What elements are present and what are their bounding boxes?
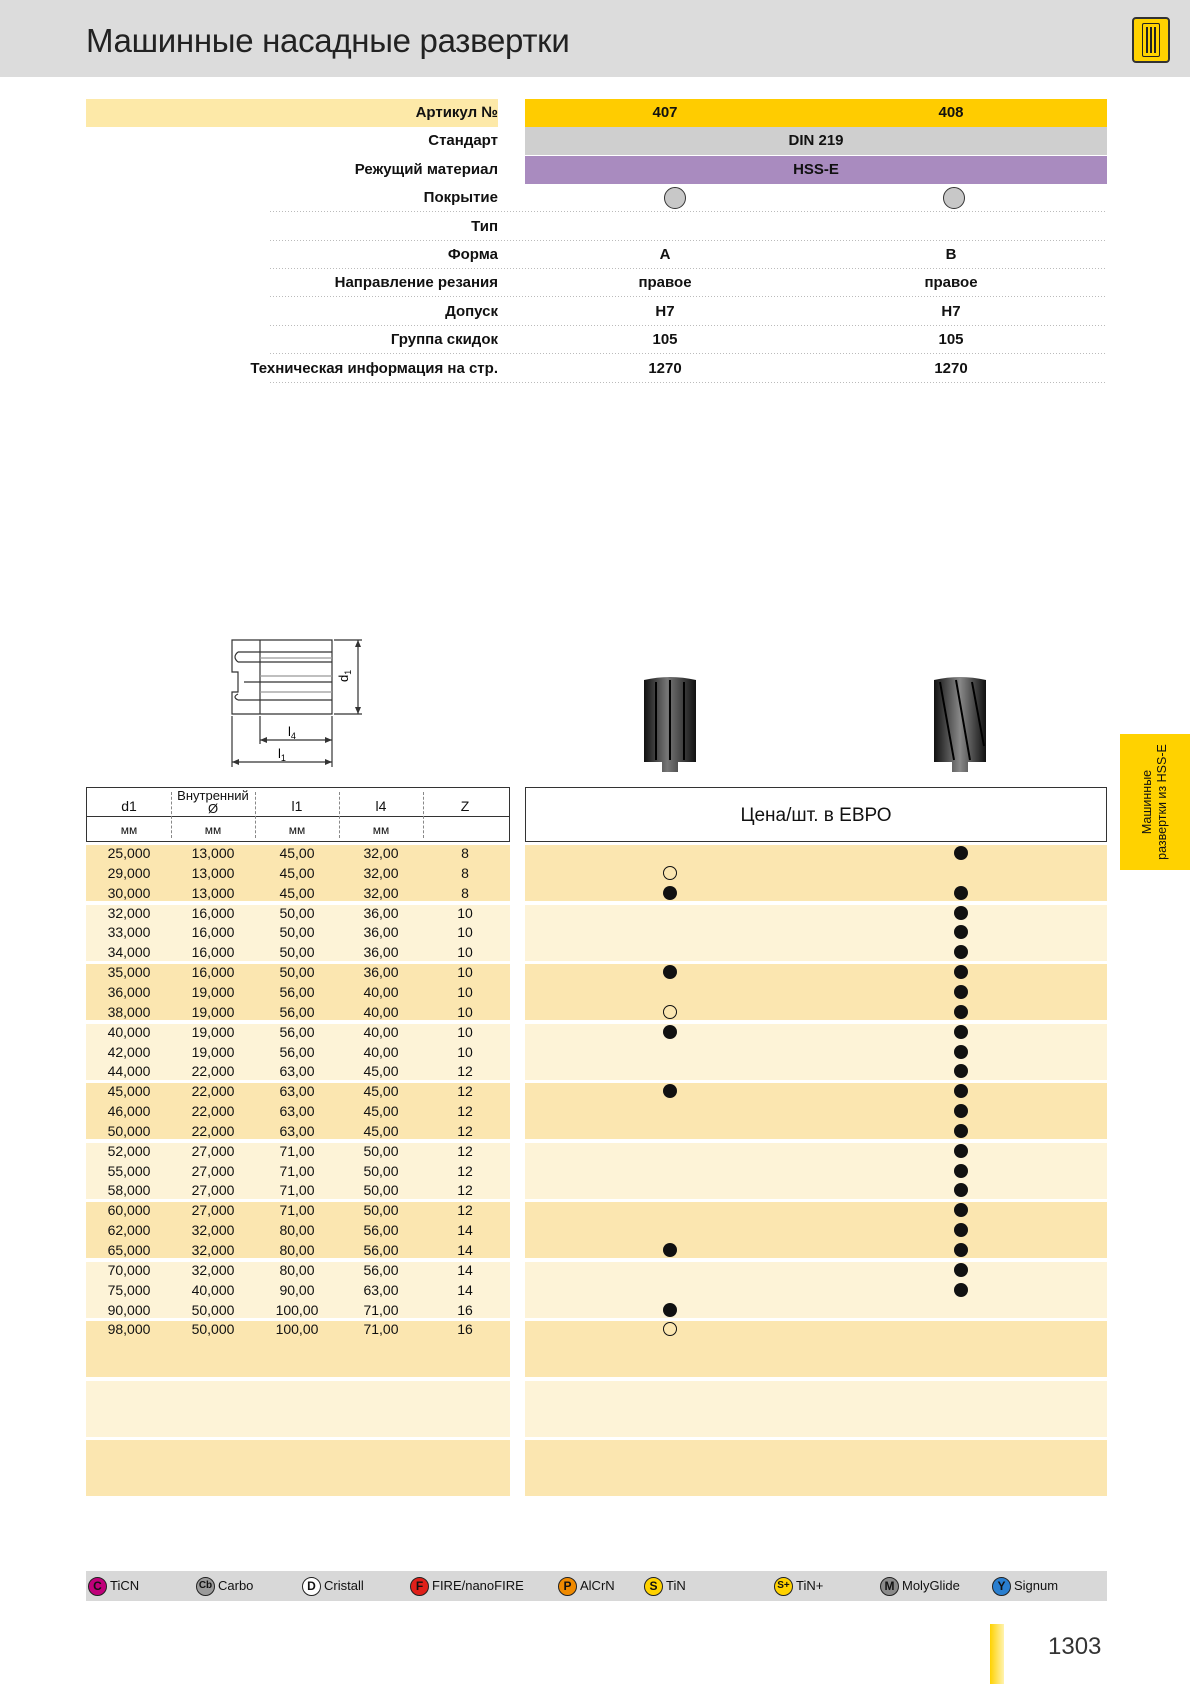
legend-item [302, 1576, 364, 1596]
cell-d1: 25,000 [107, 845, 151, 861]
cell-l1: 90,00 [279, 1282, 315, 1298]
available-dot-icon [954, 1144, 968, 1158]
available-dot-icon [954, 1243, 968, 1257]
cell-l1: 80,00 [279, 1222, 315, 1238]
cell-z: 10 [457, 1024, 473, 1040]
cell-z: 8 [461, 865, 469, 881]
table-row [86, 1240, 510, 1260]
spec-label: Техническая информация на стр. [250, 360, 498, 377]
cell-inner: 27,000 [191, 1182, 235, 1198]
cell-inner: 19,000 [191, 984, 235, 1000]
cell-d1: 58,000 [107, 1182, 151, 1198]
cell-l1: 50,00 [279, 924, 315, 940]
spec-value-408: 105 [938, 331, 964, 348]
cell-inner: 27,000 [191, 1202, 235, 1218]
table-row [86, 1220, 510, 1240]
cell-inner: 32,000 [191, 1242, 235, 1258]
spec-label: Покрытие [423, 189, 498, 206]
cell-z: 14 [457, 1242, 473, 1258]
table-row [86, 1141, 510, 1161]
available-dot-icon [954, 906, 968, 920]
coating-legend [86, 1571, 1107, 1601]
cell-z: 12 [457, 1103, 473, 1119]
table-row [86, 1180, 510, 1200]
cell-l1: 71,00 [279, 1143, 315, 1159]
spec-value-408: H7 [941, 303, 961, 320]
table-row [86, 1260, 510, 1280]
coating-none-icon [943, 187, 965, 209]
cell-l1: 63,00 [279, 1083, 315, 1099]
cell-l1: 56,00 [279, 1044, 315, 1060]
available-dot-icon [954, 1183, 968, 1197]
cell-d1: 33,000 [107, 924, 151, 940]
cell-z: 14 [457, 1222, 473, 1238]
on-request-ring-icon [663, 1005, 677, 1019]
available-dot-icon [954, 1263, 968, 1277]
reamer-logo-icon [1132, 17, 1170, 63]
cell-d1: 90,000 [107, 1302, 151, 1318]
legend-item [196, 1576, 253, 1596]
cell-l4: 32,00 [363, 845, 399, 861]
svg-text:l4: $l_4$ [288, 724, 296, 741]
cell-d1: 55,000 [107, 1163, 151, 1179]
spec-value-408: 408 [938, 104, 964, 121]
cell-inner: 50,000 [191, 1321, 235, 1337]
cell-l4: 50,00 [363, 1163, 399, 1179]
spec-value-407: 407 [652, 104, 678, 121]
spec-value-merged: DIN 219 [788, 132, 844, 149]
price-band [525, 905, 1107, 961]
spec-value-408 [805, 213, 1097, 241]
available-dot-icon [954, 1025, 968, 1039]
cell-l1: 45,00 [279, 865, 315, 881]
legend-item [644, 1576, 686, 1596]
legend-label: TiN [666, 1578, 686, 1593]
cell-d1: 70,000 [107, 1262, 151, 1278]
reamer-407-image [640, 676, 700, 781]
spec-value-407: правое [638, 274, 692, 291]
coating-none-icon [664, 187, 686, 209]
spec-label: Форма [447, 246, 498, 263]
on-request-ring-icon [663, 1322, 677, 1336]
cell-l1: 100,00 [275, 1302, 319, 1318]
cell-l4: 56,00 [363, 1262, 399, 1278]
cell-d1: 30,000 [107, 885, 151, 901]
cell-z: 10 [457, 924, 473, 940]
cell-l1: 56,00 [279, 984, 315, 1000]
cell-inner: 22,000 [191, 1063, 235, 1079]
coating-badge-icon: S+ [774, 1577, 793, 1596]
cell-l4: 36,00 [363, 964, 399, 980]
page-header [0, 0, 1190, 77]
cell-d1: 60,000 [107, 1202, 151, 1218]
cell-l4: 40,00 [363, 1004, 399, 1020]
table-row [86, 1200, 510, 1220]
available-dot-icon [954, 1164, 968, 1178]
table-row [86, 1300, 510, 1320]
spec-label: Допуск [445, 303, 498, 320]
cell-inner: 22,000 [191, 1123, 235, 1139]
spec-value-408: правое [924, 274, 978, 291]
cell-z: 12 [457, 1083, 473, 1099]
cell-l1: 50,00 [279, 964, 315, 980]
table-row [86, 1022, 510, 1042]
price-band [525, 1202, 1107, 1258]
cell-inner: 22,000 [191, 1103, 235, 1119]
spec-label: Тип [471, 218, 498, 235]
coating-badge-icon: F [410, 1577, 429, 1596]
cell-z: 16 [457, 1321, 473, 1337]
spec-value-merged: HSS-E [793, 161, 839, 178]
spec-value-408: B [945, 246, 957, 263]
cell-d1: 50,000 [107, 1123, 151, 1139]
cell-d1: 42,000 [107, 1044, 151, 1060]
available-dot-icon [663, 965, 677, 979]
cell-l4: 45,00 [363, 1083, 399, 1099]
table-row [86, 843, 510, 863]
svg-text:d1: $d_1$ [336, 669, 353, 682]
technical-drawing [222, 632, 372, 772]
cell-l4: 71,00 [363, 1321, 399, 1337]
spec-label: Режущий материал [354, 161, 498, 178]
cell-l4: 40,00 [363, 1044, 399, 1060]
cell-d1: 65,000 [107, 1242, 151, 1258]
spec-value-407: A [659, 246, 671, 263]
header-inner-diameter: Внутренний Ø [177, 788, 249, 816]
cell-d1: 29,000 [107, 865, 151, 881]
available-dot-icon [954, 1223, 968, 1237]
legend-label: TiCN [110, 1578, 140, 1593]
cell-z: 10 [457, 1004, 473, 1020]
available-dot-icon [954, 1124, 968, 1138]
cell-z: 10 [457, 984, 473, 1000]
cell-l1: 56,00 [279, 1004, 315, 1020]
coating-badge-icon: M [880, 1577, 899, 1596]
price-band [525, 1321, 1107, 1377]
legend-label: Carbo [218, 1578, 254, 1593]
dimension-band [86, 1381, 510, 1437]
section-side-tab[interactable]: Машинные развертки из HSS-E [1120, 734, 1190, 870]
cell-z: 12 [457, 1202, 473, 1218]
cell-d1: 98,000 [107, 1321, 151, 1337]
cell-l4: 32,00 [363, 885, 399, 901]
legend-label: Cristall [324, 1578, 364, 1593]
cell-inner: 32,000 [191, 1222, 235, 1238]
price-band [525, 964, 1107, 1020]
table-row [86, 883, 510, 903]
cell-l4: 56,00 [363, 1242, 399, 1258]
legend-item [88, 1576, 139, 1596]
cell-d1: 32,000 [107, 905, 151, 921]
cell-inner: 50,000 [191, 1302, 235, 1318]
coating-badge-icon: S [644, 1577, 663, 1596]
spec-label: Стандарт [428, 132, 498, 149]
available-dot-icon [954, 1084, 968, 1098]
cell-l1: 71,00 [279, 1182, 315, 1198]
table-row [86, 863, 510, 883]
available-dot-icon [954, 1005, 968, 1019]
coating-badge-icon: Cb [196, 1577, 215, 1596]
on-request-ring-icon [663, 866, 677, 880]
reamer-drawing-icon [222, 632, 372, 772]
table-row [86, 1002, 510, 1022]
svg-text:l1: $l_1$ [278, 746, 286, 763]
cell-d1: 40,000 [107, 1024, 151, 1040]
table-row [86, 982, 510, 1002]
cell-z: 14 [457, 1282, 473, 1298]
cell-l4: 32,00 [363, 865, 399, 881]
price-band [525, 1440, 1107, 1496]
cell-z: 14 [457, 1262, 473, 1278]
legend-item [558, 1576, 615, 1596]
cell-inner: 13,000 [191, 845, 235, 861]
spec-label: Группа скидок [390, 331, 498, 348]
available-dot-icon [954, 1203, 968, 1217]
price-band [525, 1262, 1107, 1318]
cell-inner: 19,000 [191, 1024, 235, 1040]
cell-d1: 75,000 [107, 1282, 151, 1298]
available-dot-icon [954, 985, 968, 999]
cell-inner: 16,000 [191, 924, 235, 940]
page-title: Машинные насадные развертки [86, 22, 570, 59]
cell-z: 12 [457, 1182, 473, 1198]
cell-z: 12 [457, 1123, 473, 1139]
header-d1: d1 [121, 798, 137, 814]
available-dot-icon [954, 925, 968, 939]
cell-inner: 19,000 [191, 1044, 235, 1060]
cell-l4: 40,00 [363, 1024, 399, 1040]
cell-l4: 45,00 [363, 1063, 399, 1079]
cell-inner: 13,000 [191, 865, 235, 881]
available-dot-icon [954, 846, 968, 860]
cell-l1: 50,00 [279, 944, 315, 960]
table-row [86, 942, 510, 962]
available-dot-icon [954, 1064, 968, 1078]
cell-inner: 22,000 [191, 1083, 235, 1099]
price-band [525, 1381, 1107, 1437]
price-header: Цена/шт. в ЕВРО [525, 787, 1107, 842]
cell-l4: 50,00 [363, 1143, 399, 1159]
cell-inner: 27,000 [191, 1143, 235, 1159]
cell-l4: 45,00 [363, 1123, 399, 1139]
table-row [86, 1101, 510, 1121]
cell-l4: 63,00 [363, 1282, 399, 1298]
spec-value-407: 1270 [648, 360, 682, 377]
table-row [86, 1061, 510, 1081]
coating-badge-icon: Y [992, 1577, 1011, 1596]
coating-badge-icon: P [558, 1577, 577, 1596]
available-dot-icon [663, 886, 677, 900]
available-dot-icon [663, 1303, 677, 1317]
table-row [86, 1042, 510, 1062]
legend-item [774, 1576, 823, 1596]
legend-label: TiN+ [796, 1578, 824, 1593]
table-row [86, 922, 510, 942]
cell-l4: 50,00 [363, 1182, 399, 1198]
available-dot-icon [954, 965, 968, 979]
header-l1: l1 [291, 798, 303, 814]
table-row [86, 1280, 510, 1300]
cell-d1: 45,000 [107, 1083, 151, 1099]
available-dot-icon [663, 1243, 677, 1257]
available-dot-icon [663, 1025, 677, 1039]
cell-l4: 45,00 [363, 1103, 399, 1119]
coating-badge-icon: D [302, 1577, 321, 1596]
spec-label: Артикул № [415, 104, 498, 121]
legend-item [992, 1576, 1058, 1596]
price-band [525, 1143, 1107, 1199]
header-z: Z [460, 798, 470, 814]
legend-label: Signum [1014, 1578, 1059, 1593]
cell-inner: 16,000 [191, 944, 235, 960]
spec-label: Направление резания [334, 274, 498, 291]
table-row [86, 1121, 510, 1141]
available-dot-icon [663, 1084, 677, 1098]
cell-inner: 16,000 [191, 905, 235, 921]
legend-label: MolyGlide [902, 1578, 960, 1593]
cell-z: 10 [457, 905, 473, 921]
cell-l1: 71,00 [279, 1163, 315, 1179]
cell-l4: 36,00 [363, 924, 399, 940]
available-dot-icon [954, 1104, 968, 1118]
cell-d1: 36,000 [107, 984, 151, 1000]
cell-inner: 13,000 [191, 885, 235, 901]
cell-d1: 44,000 [107, 1063, 151, 1079]
legend-label: AlCrN [580, 1578, 615, 1593]
cell-l1: 45,00 [279, 885, 315, 901]
cell-l1: 80,00 [279, 1242, 315, 1258]
price-band [525, 1024, 1107, 1080]
cell-l1: 45,00 [279, 845, 315, 861]
cell-z: 10 [457, 964, 473, 980]
cell-d1: 62,000 [107, 1222, 151, 1238]
legend-label: FIRE/nanoFIRE [432, 1578, 524, 1593]
reamer-408-image [930, 676, 990, 781]
cell-l4: 36,00 [363, 944, 399, 960]
unit-l4: мм [372, 823, 390, 837]
available-dot-icon [954, 886, 968, 900]
cell-l1: 56,00 [279, 1024, 315, 1040]
cell-l1: 50,00 [279, 905, 315, 921]
table-row [86, 1081, 510, 1101]
cell-z: 8 [461, 885, 469, 901]
cell-l4: 36,00 [363, 905, 399, 921]
cell-d1: 52,000 [107, 1143, 151, 1159]
cell-z: 12 [457, 1063, 473, 1079]
cell-d1: 46,000 [107, 1103, 151, 1119]
cell-l1: 100,00 [275, 1321, 319, 1337]
unit-d1: мм [120, 823, 138, 837]
dimensions-table-header [86, 787, 510, 842]
dimension-band [86, 1440, 510, 1496]
cell-l4: 71,00 [363, 1302, 399, 1318]
cell-z: 10 [457, 944, 473, 960]
spec-value-407: H7 [655, 303, 675, 320]
header-l4: l4 [375, 798, 387, 814]
unit-l1: мм [288, 823, 306, 837]
cell-d1: 38,000 [107, 1004, 151, 1020]
price-band [525, 845, 1107, 901]
cell-l1: 63,00 [279, 1123, 315, 1139]
cell-z: 10 [457, 1044, 473, 1060]
cell-l4: 40,00 [363, 984, 399, 1000]
available-dot-icon [954, 1045, 968, 1059]
cell-inner: 27,000 [191, 1163, 235, 1179]
cell-l4: 50,00 [363, 1202, 399, 1218]
cell-inner: 19,000 [191, 1004, 235, 1020]
cell-l1: 63,00 [279, 1103, 315, 1119]
legend-item [880, 1576, 960, 1596]
cell-d1: 34,000 [107, 944, 151, 960]
coating-badge-icon: C [88, 1577, 107, 1596]
spec-value-408: 1270 [934, 360, 968, 377]
available-dot-icon [954, 1283, 968, 1297]
spec-value-407: 105 [652, 331, 678, 348]
cell-inner: 32,000 [191, 1262, 235, 1278]
legend-item [410, 1576, 524, 1596]
spec-value-407 [520, 213, 810, 241]
cell-inner: 40,000 [191, 1282, 235, 1298]
cell-l1: 71,00 [279, 1202, 315, 1218]
cell-l1: 80,00 [279, 1262, 315, 1278]
cell-inner: 16,000 [191, 964, 235, 980]
unit-inner: мм [204, 823, 222, 837]
page-number: 1303 [1048, 1633, 1102, 1660]
page-number-bar [990, 1624, 1004, 1684]
cell-l4: 56,00 [363, 1222, 399, 1238]
table-row [86, 1319, 510, 1339]
cell-z: 8 [461, 845, 469, 861]
cell-z: 12 [457, 1143, 473, 1159]
table-row [86, 903, 510, 923]
cell-d1: 35,000 [107, 964, 151, 980]
table-row [86, 962, 510, 982]
available-dot-icon [954, 945, 968, 959]
cell-z: 12 [457, 1163, 473, 1179]
cell-z: 16 [457, 1302, 473, 1318]
cell-l1: 63,00 [279, 1063, 315, 1079]
table-row [86, 1161, 510, 1181]
price-band [525, 1083, 1107, 1139]
